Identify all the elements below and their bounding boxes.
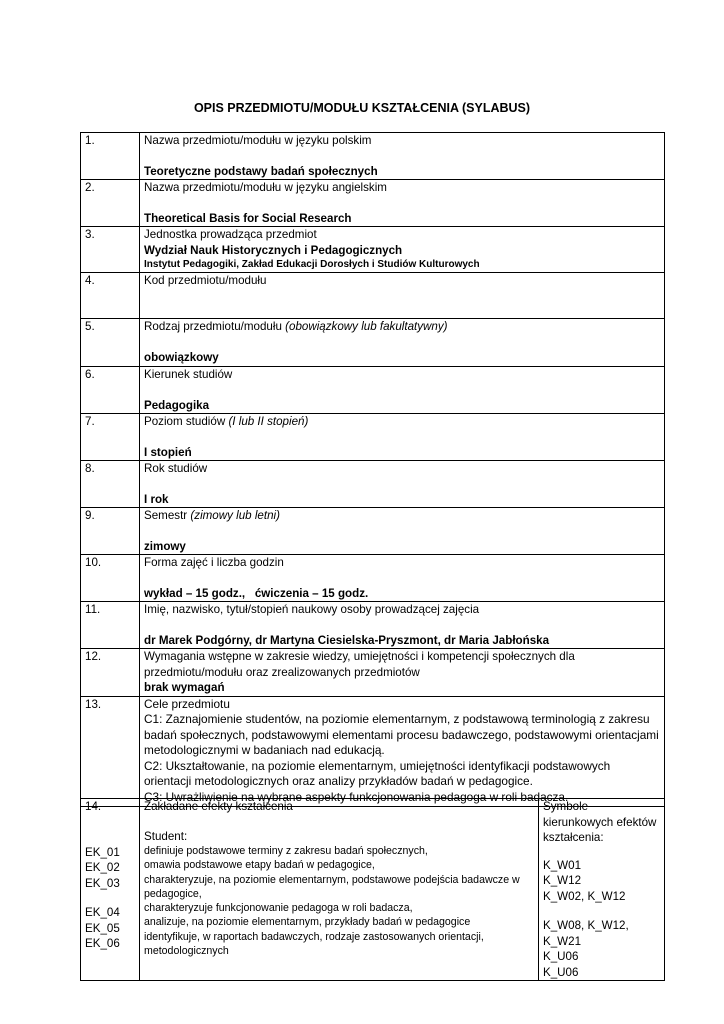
table-row <box>81 414 665 461</box>
row-number: 2. <box>81 180 140 227</box>
row-number: 12. <box>81 649 140 697</box>
row-content <box>140 414 665 461</box>
row-label: Nazwa przedmiotu/modułu w języku polskim <box>144 134 372 147</box>
row-value: brak wymagań <box>144 681 225 694</box>
row-number: 3. <box>81 227 140 273</box>
symbol-item: K_W01 <box>543 858 582 872</box>
row-value: I stopień <box>144 445 192 459</box>
effects-symbols-cell <box>539 799 665 981</box>
row-content <box>140 555 665 602</box>
effect-codes <box>85 845 135 952</box>
table-row <box>81 555 665 602</box>
row-number: 8. <box>81 461 140 508</box>
table-row <box>81 649 665 697</box>
row-hint: (obowiązkowy lub fakultatywny) <box>285 320 448 333</box>
table-row <box>81 227 665 273</box>
row-content <box>140 227 665 273</box>
row-content <box>140 508 665 555</box>
symbols-header: Symbole kierunkowych efektów kształcenia: <box>543 800 657 844</box>
row-number: 7. <box>81 414 140 461</box>
effect-code: EK_06 <box>85 937 120 950</box>
row-value: obowiązkowy <box>144 350 219 364</box>
symbol-item: K_U06 <box>543 950 579 963</box>
syllabus-table <box>80 132 665 807</box>
row-label: Poziom studiów <box>144 415 226 428</box>
symbol-item: K_W08, K_W12, K_W21 <box>543 919 629 948</box>
student-label: Student: <box>144 829 188 843</box>
row-value: dr Marek Podgórny, dr Martyna Ciesielska-Pryszmont, dr Maria Jabłońska <box>144 633 550 647</box>
symbols-list <box>543 858 660 981</box>
row-label: Nazwa przedmiotu/modułu w języku angielskim <box>144 181 387 194</box>
row-label: Forma zajęć i liczba godzin <box>144 556 284 569</box>
row-number: 14. <box>85 800 102 813</box>
row-value: I rok <box>144 492 169 506</box>
effect-code: EK_03 <box>85 876 120 890</box>
symbol-item: K_W12 <box>543 874 582 887</box>
row-label: Rodzaj przedmiotu/modułu <box>144 320 282 333</box>
row-number: 9. <box>81 508 140 555</box>
row-label: Rok studiów <box>144 462 208 475</box>
row-hint: (zimowy lub letni) <box>190 509 280 522</box>
row-hint: (I lub II stopień) <box>228 415 309 428</box>
table-row <box>81 180 665 227</box>
effect-item: omawia podstawowe etapy badań w pedagogice, <box>144 859 375 872</box>
row-label: Kod przedmiotu/modułu <box>144 274 267 287</box>
symbol-item: K_W02, K_W12 <box>543 889 626 903</box>
table-row <box>81 367 665 414</box>
row-content <box>140 133 665 180</box>
row-content <box>140 649 665 697</box>
table-row <box>81 508 665 555</box>
row-subvalue: Instytut Pedagogiki, Zakład Edukacji Dorosłych i Studiów Kulturowych <box>144 259 480 270</box>
row-label: Wymagania wstępne w zakresie wiedzy, umiejętności i kompetencji społecznych dla przedmiotu/modułu oraz zrealizowanych przedmiotów <box>144 650 575 679</box>
row-number: 6. <box>81 367 140 414</box>
row-content <box>140 696 665 806</box>
row-value: Theoretical Basis for Social Research <box>144 211 352 225</box>
row-content <box>140 461 665 508</box>
row-number: 5. <box>81 319 140 367</box>
row-content <box>140 602 665 649</box>
row-content <box>140 367 665 414</box>
row-number: 10. <box>81 555 140 602</box>
effect-code: EK_04 <box>85 906 120 919</box>
table-row <box>81 602 665 649</box>
effect-item: identyfikuje, w raportach badawczych, rodzaje zastosowanych orientacji, metodologicznych <box>144 930 484 958</box>
goal-item: C1: Zaznajomienie studentów, na poziomie elementarnym, z podstawową terminologią z zakresu badań społecznych, podstawowymi elementami procesu badawczego, podstawowymi orientacjami metodologicznymi w badaniach nad edukacją. <box>144 712 659 757</box>
row-value: Teoretyczne podstawy badań społecznych <box>144 164 378 178</box>
document-title: OPIS PRZEDMIOTU/MODUŁU KSZTAŁCENIA (SYLABUS) <box>193 101 531 115</box>
row-label: Jednostka prowadząca przedmiot <box>144 228 317 241</box>
row-label: Zakładane efekty kształcenia <box>144 800 293 813</box>
effects-codes-cell <box>81 799 140 981</box>
effect-item: definiuje podstawowe terminy z zakresu badań społecznych, <box>144 845 428 857</box>
effects-table <box>80 798 665 981</box>
row-content <box>140 319 665 367</box>
effect-item: analizuje, na poziomie elementarnym, przykłady badań w pedagogice <box>144 916 471 929</box>
effect-code: EK_05 <box>85 921 120 935</box>
row-value: zimowy <box>144 539 186 553</box>
row-content <box>140 180 665 227</box>
row-label: Semestr <box>144 509 188 522</box>
table-row <box>81 696 665 806</box>
effects-description-cell <box>140 799 539 981</box>
row-label: Imię, nazwisko, tytuł/stopień naukowy osoby prowadzącej zajęcia <box>144 603 480 616</box>
table-row <box>81 799 665 981</box>
row-value: Pedagogika <box>144 398 210 412</box>
effect-code: EK_01 <box>85 845 120 859</box>
row-content <box>140 273 665 319</box>
table-row <box>81 273 665 319</box>
row-number: 11. <box>81 602 140 649</box>
effect-code: EK_02 <box>85 861 120 874</box>
effect-item: charakteryzuje funkcjonowanie pedagoga w roli badacza, <box>144 902 413 915</box>
symbol-item: K_U06 <box>543 965 579 979</box>
table-row <box>81 133 665 180</box>
effects-list <box>144 844 534 958</box>
row-number: 4. <box>81 273 140 319</box>
row-value: Wydział Nauk Historycznych i Pedagogicznych <box>144 243 403 257</box>
row-label: Cele przedmiotu <box>144 696 230 711</box>
effect-item: charakteryzuje, na poziomie elementarnym, podstawowe podejścia badawcze w pedagogice, <box>144 873 520 900</box>
table-row <box>81 461 665 508</box>
row-value: wykład – 15 godz., ćwiczenia – 15 godz. <box>144 586 369 600</box>
goal-item: C3: Uwrażliwienie na wybrane aspekty funkcjonowania pedagoga w roli badacza. <box>144 789 569 804</box>
goal-item: C2: Ukształtowanie, na poziomie elementarnym, umiejętności identyfikacji podstawowych orientacji metodologicznych oraz analizy przykładów badań w pedagogice. <box>144 758 611 788</box>
row-number: 1. <box>81 133 140 180</box>
row-number: 13. <box>81 696 140 806</box>
table-row <box>81 319 665 367</box>
row-label: Kierunek studiów <box>144 368 233 381</box>
